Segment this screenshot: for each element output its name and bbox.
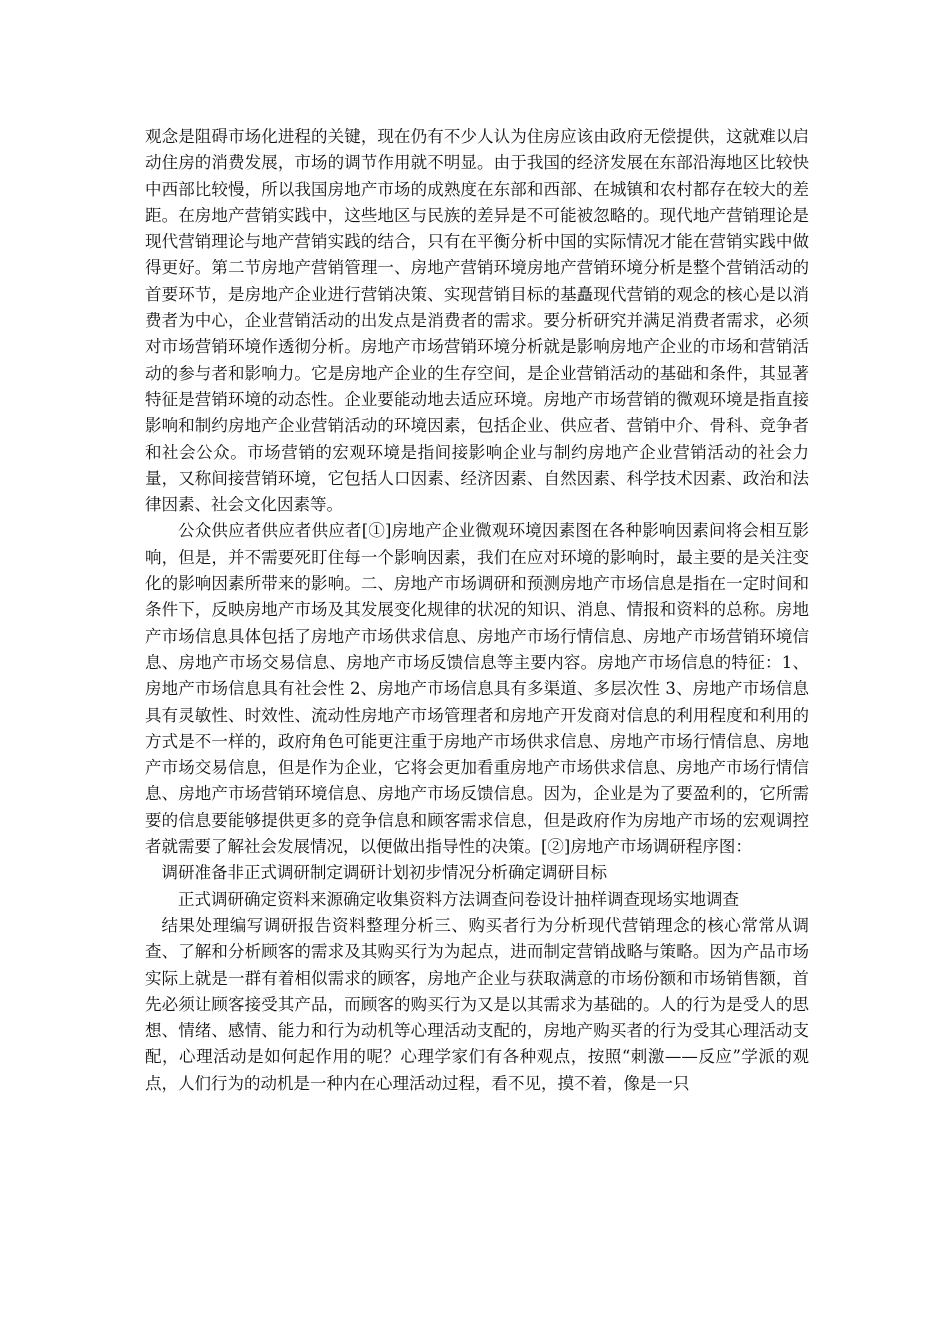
paragraph-4: 正式调研确定资料来源确定收集资料方法调查问卷设计抽样调查现场实地调查: [178, 889, 739, 909]
paragraph-1: 观念是阻碍市场化进程的关键，现在仍有不少人认为住房应该由政府无偿提供，这就难以启动住房的消费发展，市场的调节作用就不明显。由于我国的经济发展在东部沿海地区比较快中西部比较慢，所以我国房地产市场的成熟度在东部和西部、在城镇和农村都存在较大的差距。在房地产营销实践中，这些地区与民族的差异是不可能被忽略的。现代地产营销理论是现代营销理论与地产营销实践的结合，只有在平衡分析中国的实际情况才能在营销实践中做得更好。第二节房地产营销管理一、房地产营销环境房地产营销环境分析是整个营销活动的首要环节，是房地产企业进行营销决策、实现营销目标的基矗现代营销的观念的核心是以消费者为中心，企业营销活动的出发点是消费者的需求。要分析研究并满足消费者需求，必须对市场营销环境作透彻分析。房地产市场营销环境分析就是影响房地产企业的市场和营销活动的参与者和影响力。它是房地产企业的生存空间，是企业营销活动的基础和条件，其显著特征是营销环境的动态性。企业要能动地去适应环境。房地产市场营销的微观环境是指直接影响和制约房地产企业营销活动的环境因素，包括企业、供应者、营销中介、骨科、竞争者和社会公众。市场营销的宏观环境是指间接影响企业与制约房地产企业营销活动的社会力量，又称间接营销环境，它包括人口因素、经济因素、自然因素、科学技术因素、政治和法律因素、社会文化因素等。: [145, 127, 809, 515]
paragraph-3: 调研准备非正式调研制定调研计划初步情况分析确定调研目标: [161, 863, 607, 883]
paragraph-5: 结果处理编写调研报告资料整理分析三、购买者行为分析现代营销理念的核心常常从调查、了解和分析顾客的需求及其购买行为为起点，进而制定营销战略与策略。因为产品市场实际上就是一群有着相似需求的顾客，房地产企业与获取满意的市场份额和市场销售额，首先必须让顾客接受其产品，而顾客的购买行为又是以其需求为基础的。人的行为是受人的思想、情绪、感情、能力和行为动机等心理活动支配的，房地产购买者的行为受其心理活动支配，心理活动是如何起作用的呢？心理学家们有各种观点，按照“刺激——反应”学派的观点，人们行为的动机是一种内在心理活动过程，看不见，摸不着，像是一只: [145, 915, 809, 1093]
document-body: [145, 124, 809, 1097]
paragraph-2: 公众供应者供应者供应者[①]房地产企业微观环境因素图在各种影响因素间将会相互影响，但是，并不需要死盯住每一个影响因素，我们在应对环境的影响时，最主要的是关注变化的影响因素所带来的影响。二、房地产市场调研和预测房地产市场信息是指在一定时间和条件下，反映房地产市场及其发展变化规律的状况的知识、消息、情报和资料的总称。房地产市场信息具体包括了房地产市场供求信息、房地产市场行情信息、房地产市场营销环境信息、房地产市场交易信息、房地产市场反馈信息等主要内容。房地产市场信息的特征：1、房地产市场信息具有社会性 2、房地产市场信息具有多渠道、多层次性 3、房地产市场信息具有灵敏性、时效性、流动性房地产市场管理者和房地产开发商对信息的利用程度和利用的方式是不一样的，政府角色可能更注重于房地产市场供求信息、房地产市场行情信息、房地产市场交易信息，但是作为企业，它将会更加看重房地产市场供求信息、房地产市场行情信息、房地产市场营销环境信息、房地产市场反馈信息。因为，企业是为了要盈利的，它所需要的信息要能够提供更多的竞争信息和顾客需求信息，但是政府作为房地产市场的宏观调控者就需要了解社会发展情况，以便做出指导性的决策。[②]房地产市场调研程序图：: [145, 521, 809, 857]
